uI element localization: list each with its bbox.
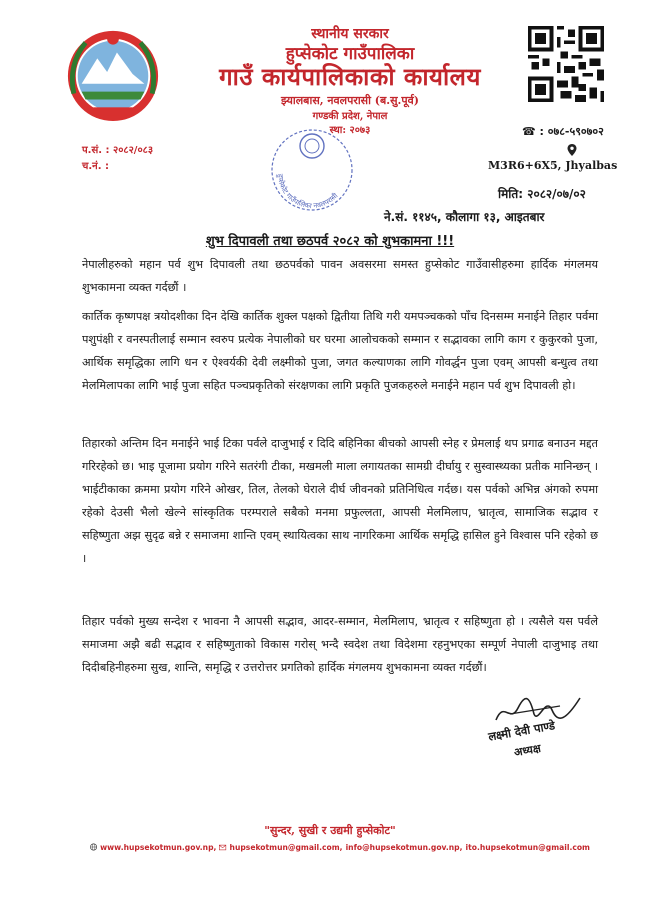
office-stamp	[264, 124, 360, 222]
letter-paragraph: तिहार पर्वको मुख्य सन्देश र भावना नै आपसी सद्भाव, आदर-सम्मान, मेलमिलाप, भ्रातृत्व र सहिष्णुता हो । त्यसैले यस पर्वले समाजमा अझै बढी सद्भाव र सहिष्णुताको विकास गरोस् भन्दै स्वदेश तथा विदेशमा रहनुभएका सम्पूर्ण नेपाली दाजुभाइ तथा दिदीबहिनीहरुमा सुख, शान्ति, समृद्धि र उत्तरोत्तर प्रगतिको हार्दिक मंगलमय शुभकामना व्यक्त गर्दछौं।	[82, 615, 598, 674]
letter-title: शुभ दिपावली तथा छठपर्व २०८२ को शुभकामना !!!	[205, 234, 455, 249]
email-icon	[219, 843, 226, 852]
signatory-name: लक्ष्मी देवी पाण्डे	[487, 718, 557, 744]
header-local-government: स्थानीय सरकार	[311, 26, 389, 42]
footer-email-link[interactable]: ito.hupsekotmun@gmail.com	[465, 842, 590, 852]
signatory-title: अध्यक्ष	[513, 741, 542, 760]
footer-website-link[interactable]: www.hupsekotmun.gov.np,	[100, 842, 217, 852]
header-established: स्था: २०७३	[329, 125, 371, 136]
header-province: गण्डकी प्रदेश, नेपाल	[312, 111, 388, 122]
footer-email-link[interactable]: hupsekotmun@gmail.com,	[229, 842, 343, 852]
footer-slogan: "सुन्दर, सुखी र उद्यमी हुप्सेकोट"	[264, 824, 396, 837]
header-municipality-name: हुप्सेकोट गाउँपालिका	[285, 44, 415, 64]
dispatch-number: च.नं. :	[82, 161, 109, 172]
letter-paragraph: नेपालीहरुको महान पर्व शुभ दिपावली तथा छठपर्वको पावन अवसरमा समस्त हुप्सेकोट गाउँवासीहरुमा हार्दिक मंगलमय शुभकामना व्यक्त गर्दछौं ।	[82, 258, 598, 294]
letter-paragraph: कार्तिक कृष्णपक्ष त्रयोदशीका दिन देखि कार्तिक शुक्ल पक्षको द्वितीया तिथि गरी यमपञ्चकको पाँच दिनसम्म मनाईने तिहार पर्वमा पशुपंक्षी र वनस्पतीलाई सम्मान स्वरुप प्रत्येक नेपालीको घर घरमा आलोचकको सम्मान र सद्भावका लागि काग र कुकुरको पुजा, आर्थिक समृद्धिका लागि धन र ऐश्वर्यकी देवी लक्ष्मीको पुजा, जगत कल्याणका लागि गोवर्द्धन पुजा एवम् आपसी बन्धुत्व तथा मेलमिलापका लागि भाई पुजा सहित पञ्चप्रकृतिको संरक्षणका लागि प्रकृति पुजकहरुले मनाईने महान पर्व शुभ दिपावली हो।	[82, 310, 598, 392]
svg-text:हुप्सेकोट गाउँपालिका नवलपरासी: हुप्सेकोट गाउँपालिका नवलपरासी	[275, 173, 340, 211]
header-address: झ्यालबास, नवलपरासी (ब.सु.पूर्व)	[281, 94, 419, 107]
location-pin-icon	[567, 144, 577, 156]
letter-paragraph: तिहारको अन्तिम दिन मनाईने भाई टिका पर्वले दाजुभाई र दिदि बहिनिका बीचको आपसी स्नेह र प्रेमलाई थप प्रगाढ बनाउन मद्दत गरिरहेको छ। भाइ पूजामा प्रयोग गरिने सतरंगी टीका, मखमली माला लगायतका सामग्री दीर्घायु र सुस्वास्थ्यका प्रतीक मानिन्छन् । भाईटीकाका क्रममा प्रयोग गरिने ओखर, तिल, तेलको घेराले दीर्घ जीवनको प्रतिनिधित्व गर्दछ। यस पर्वको अभिन्न अंगको रुपमा रहेको देउसी भैलो खेल्ने सांस्कृतिक परम्पराले सबैको मनमा प्रफुल्लता, आपसी मेलमिलाप, भ्रातृत्व, सामाजिक सद्भाव र सहिष्णुता अझ सुदृढ बन्ने र समाजमा शान्ति एवम् स्थायित्वका साथ नागरिकमा आर्थिक समृद्धि हासिल हुने विश्वास पनि रहेको छ ।	[82, 437, 598, 565]
globe-icon	[90, 841, 97, 853]
reference-number: प.सं. : २०८२/०८३	[82, 145, 154, 156]
stamp-seal-icon	[264, 124, 360, 222]
footer-contacts	[90, 841, 590, 853]
nepal-emblem-icon	[64, 24, 162, 124]
header-office-name: गाउँ कार्यपालिकाको कार्यालय	[219, 62, 481, 91]
phone-number: ☎ : ०७८-५९०७०२	[522, 125, 604, 138]
nepal-sambat-date: ने.सं. ११४५, कौलागा १३, आइतबार	[384, 210, 545, 224]
footer-email-link[interactable]: info@hupsekotmun.gov.np,	[345, 842, 463, 852]
plus-code-address: M3R6+6X5, Jhyalbas	[488, 159, 618, 172]
letter-date: मिति: २०८२/०७/०२	[498, 187, 586, 201]
